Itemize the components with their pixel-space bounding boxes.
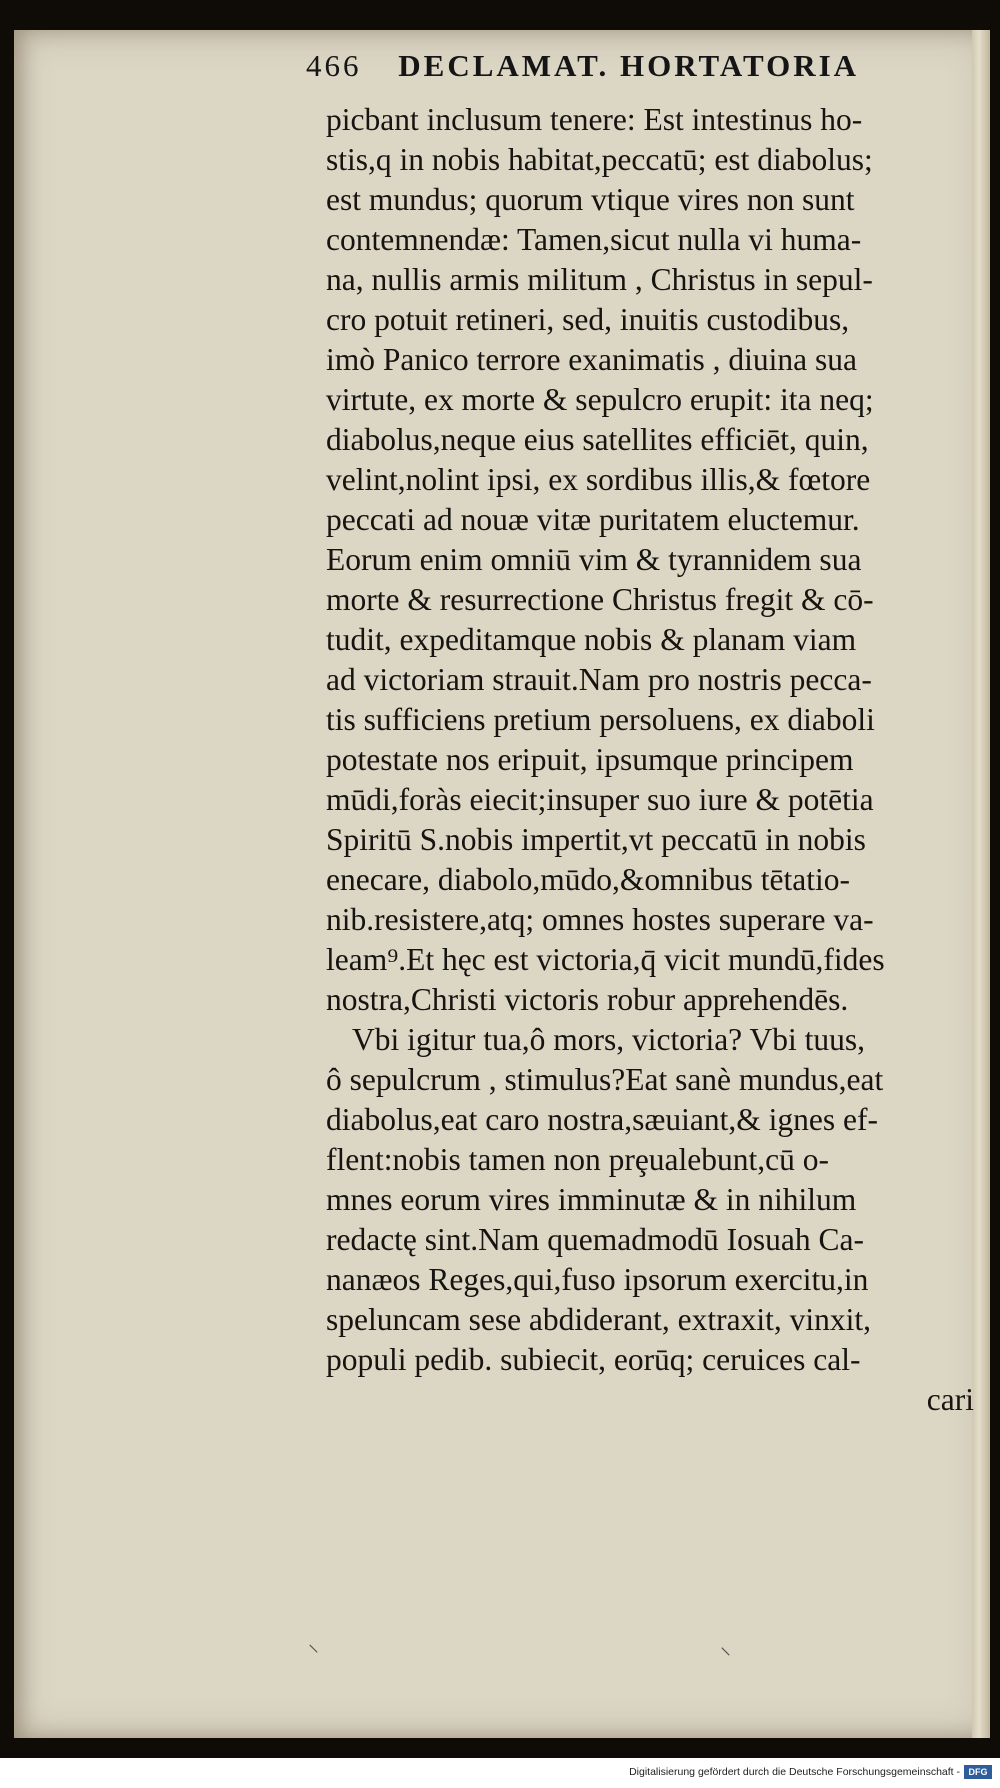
text-line: stis,q in nobis habitat,peccatū; est diabolus; xyxy=(326,142,873,177)
running-title: DECLAMAT. HORTATORIA xyxy=(398,48,860,83)
text-line: imò Panico terrore exanimatis , diuina sua xyxy=(326,342,857,377)
text-line: speluncam sese abdiderant, extraxit, vinxit, xyxy=(326,1302,871,1337)
text-line: picbant inclusum tenere: Est intestinus ho- xyxy=(326,102,863,137)
text-line: tudit, expeditamque nobis & planam viam xyxy=(326,622,857,657)
text-line: mūdi,foràs eiecit;insuper suo iure & potētia xyxy=(326,782,874,817)
folio-number: 466 xyxy=(306,48,362,83)
text-line: peccati ad nouæ vitæ puritatem eluctemur. xyxy=(326,502,860,537)
text-line: Eorum enim omniū vim & tyrannidem sua xyxy=(326,542,862,577)
paragraph-start-line: Vbi igitur tua,ô mors, victoria? Vbi tuus, xyxy=(352,1022,865,1057)
funding-credit: Digitalisierung gefördert durch die Deutsche Forschungsgemeinschaft - xyxy=(629,1766,960,1778)
ink-speck: ⸜ xyxy=(308,1631,320,1656)
text-line: populi pedib. subiecit, eorūq; ceruices cal- xyxy=(326,1342,861,1377)
running-head xyxy=(306,48,866,98)
text-line: diabolus,neque eius satellites efficiēt, quin, xyxy=(326,422,869,457)
text-line: est mundus; quorum vtique vires non sunt xyxy=(326,182,855,217)
text-line: diabolus,eat caro nostra,sæuiant,& ignes ef- xyxy=(326,1102,878,1137)
text-line: nanæos Reges,qui,fuso ipsorum exercitu,in xyxy=(326,1262,869,1297)
text-line: morte & resurrectione Christus fregit & cō- xyxy=(326,582,874,617)
text-line: velint,nolint ipsi, ex sordibus illis,& fœtore xyxy=(326,462,871,497)
text-line: nostra,Christi victoris robur apprehendēs. xyxy=(326,982,849,1017)
text-line: Spiritū S.nobis impertit,vt peccatū in nobis xyxy=(326,822,866,857)
text-line: enecare, diabolo,mūdo,&omnibus tētatio- xyxy=(326,862,850,897)
text-line: redactę sint.Nam quemadmodū Iosuah Ca- xyxy=(326,1222,864,1257)
text-line: na, nullis armis militum , Christus in sepul- xyxy=(326,262,873,297)
text-line: flent:nobis tamen non prȩualebunt,cū o- xyxy=(326,1142,829,1177)
text-line: mnes eorum vires imminutæ & in nihilum xyxy=(326,1182,857,1217)
text-line: tis sufficiens pretium persoluens, ex diaboli xyxy=(326,702,875,737)
ink-speck: ⸌ xyxy=(720,1643,732,1668)
text-line: cro potuit retineri, sed, inuitis custodibus, xyxy=(326,302,850,337)
catchword: cari xyxy=(926,1382,974,1417)
text-line: virtute, ex morte & sepulcro erupit: ita neq; xyxy=(326,382,874,417)
text-line: ad victoriam strauit.Nam pro nostris pecca- xyxy=(326,662,872,697)
footer-bar xyxy=(0,1758,1000,1788)
text-line: contemnendæ: Tamen,sicut nulla vi huma- xyxy=(326,222,862,257)
text-line: leam⁹.Et hęc est victoria,q̄ vicit mundū,fides xyxy=(326,942,885,977)
body-text xyxy=(326,100,986,1420)
text-line: potestate nos eripuit, ipsumque principem xyxy=(326,742,854,777)
text-line: ô sepulcrum , stimulus?Eat sanè mundus,eat xyxy=(326,1062,884,1097)
text-line: nib.resistere,atq; omnes hostes superare va- xyxy=(326,902,874,937)
dfg-logo: DFG xyxy=(964,1765,992,1779)
